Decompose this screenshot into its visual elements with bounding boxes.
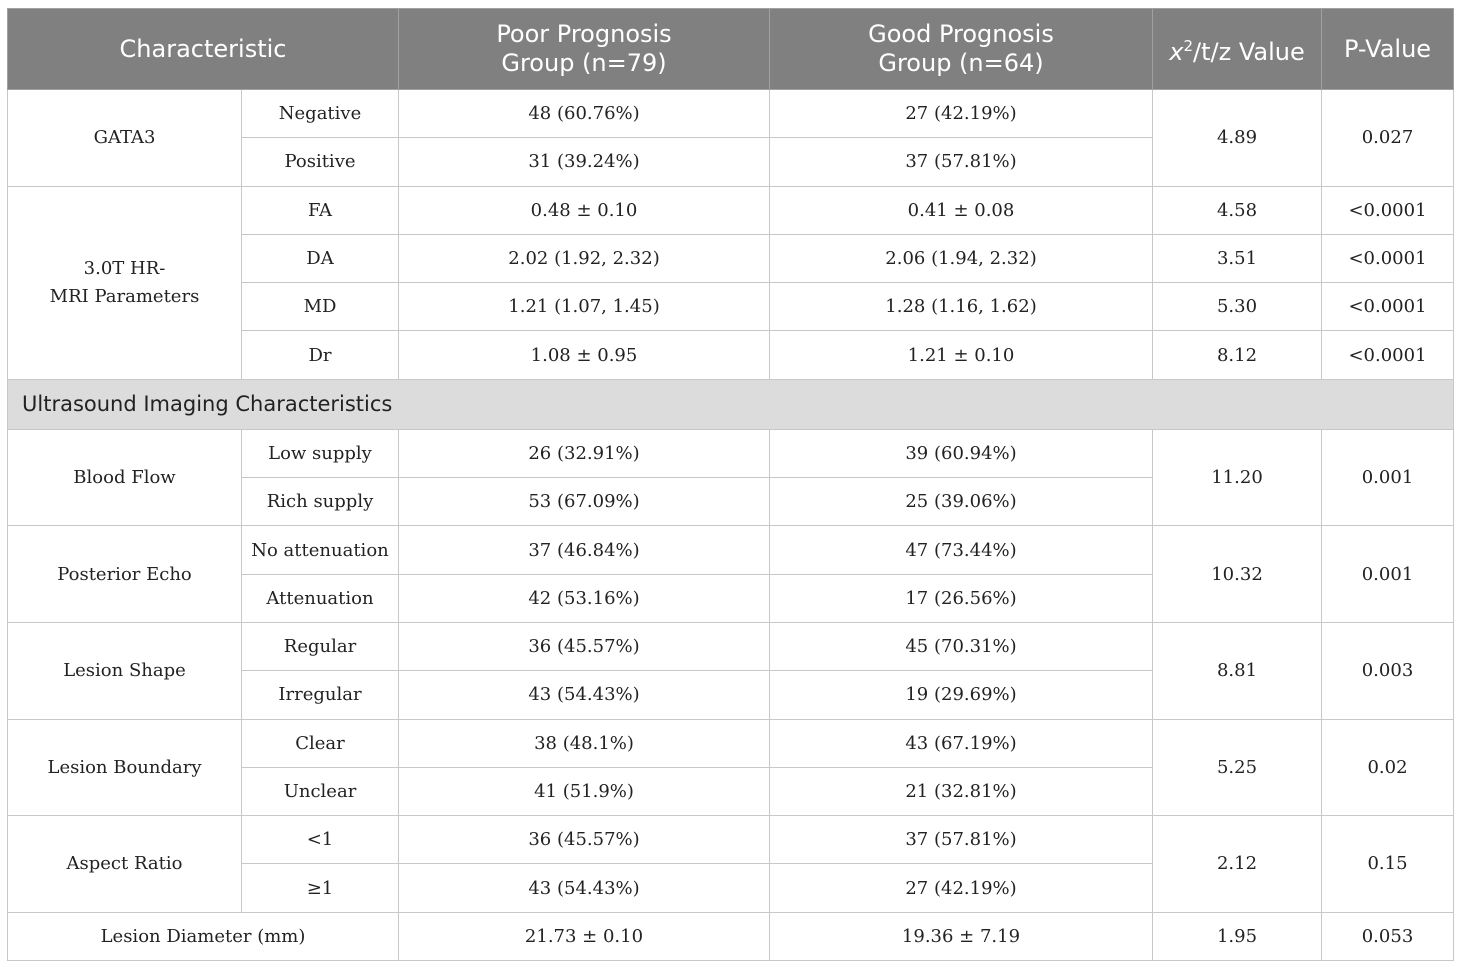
table-row — [8, 186, 1454, 234]
stat-value-cell: 10.32 — [1153, 526, 1322, 623]
poor-group-cell: 1.08 ± 0.95 — [399, 331, 770, 379]
good-group-cell: 2.06 (1.94, 2.32) — [770, 234, 1153, 282]
subcategory-cell: Rich supply — [242, 478, 399, 526]
stat-value-cell: 5.30 — [1153, 283, 1322, 331]
p-value-cell: <0.0001 — [1322, 186, 1454, 234]
poor-group-cell: 36 (45.57%) — [399, 816, 770, 864]
group-label-mri — [8, 186, 242, 379]
mri-label-line1: 3.0T HR- — [83, 257, 166, 279]
p-value-cell: <0.0001 — [1322, 331, 1454, 379]
header-good-prognosis — [770, 9, 1153, 90]
group-label-lesion-shape: Lesion Shape — [8, 622, 242, 719]
p-value-cell: 0.001 — [1322, 429, 1454, 526]
poor-group-cell: 31 (39.24%) — [399, 138, 770, 186]
stat-value-cell: 8.81 — [1153, 622, 1322, 719]
good-group-cell: 1.28 (1.16, 1.62) — [770, 283, 1153, 331]
stat-value-cell: 1.95 — [1153, 912, 1322, 960]
good-group-cell: 17 (26.56%) — [770, 574, 1153, 622]
subcategory-cell: Negative — [242, 90, 399, 138]
group-label-gata3: GATA3 — [8, 90, 242, 187]
poor-group-cell: 38 (48.1%) — [399, 719, 770, 767]
p-value-cell: <0.0001 — [1322, 234, 1454, 282]
p-value-cell: 0.02 — [1322, 719, 1454, 816]
table-row — [8, 719, 1454, 767]
p-value-cell: <0.0001 — [1322, 283, 1454, 331]
stat-value-cell: 4.58 — [1153, 186, 1322, 234]
stat-value-cell: 3.51 — [1153, 234, 1322, 282]
header-characteristic: Characteristic — [8, 9, 399, 90]
good-group-cell: 27 (42.19%) — [770, 864, 1153, 912]
subcategory-cell: Low supply — [242, 429, 399, 477]
header-poor-line2: Group (n=79) — [501, 49, 667, 77]
subcategory-cell: FA — [242, 186, 399, 234]
header-stat-sup: 2 — [1183, 36, 1194, 55]
p-value-cell: 0.027 — [1322, 90, 1454, 187]
good-group-cell: 27 (42.19%) — [770, 90, 1153, 138]
good-group-cell: 19 (29.69%) — [770, 671, 1153, 719]
header-good-line2: Group (n=64) — [878, 49, 1044, 77]
header-poor-line1: Poor Prognosis — [496, 20, 672, 48]
group-label-posterior-echo: Posterior Echo — [8, 526, 242, 623]
stat-value-cell: 11.20 — [1153, 429, 1322, 526]
subcategory-cell: <1 — [242, 816, 399, 864]
poor-group-cell: 0.48 ± 0.10 — [399, 186, 770, 234]
good-group-cell: 43 (67.19%) — [770, 719, 1153, 767]
results-table — [7, 8, 1454, 961]
stat-value-cell: 2.12 — [1153, 816, 1322, 913]
table-row — [8, 622, 1454, 670]
section-row — [8, 379, 1454, 429]
poor-group-cell: 43 (54.43%) — [399, 864, 770, 912]
good-group-cell: 39 (60.94%) — [770, 429, 1153, 477]
subcategory-cell: ≥1 — [242, 864, 399, 912]
table-row — [8, 912, 1454, 960]
good-group-cell: 1.21 ± 0.10 — [770, 331, 1153, 379]
good-group-cell: 19.36 ± 7.19 — [770, 912, 1153, 960]
header-row — [8, 9, 1454, 90]
header-statistic — [1153, 9, 1322, 90]
good-group-cell: 37 (57.81%) — [770, 138, 1153, 186]
subcategory-cell: Irregular — [242, 671, 399, 719]
header-stat-rest: /t/z Value — [1193, 37, 1305, 66]
good-group-cell: 25 (39.06%) — [770, 478, 1153, 526]
group-label-lesion-diameter: Lesion Diameter (mm) — [8, 912, 399, 960]
header-stat-base: x — [1169, 37, 1184, 66]
stat-value-cell: 5.25 — [1153, 719, 1322, 816]
p-value-cell: 0.001 — [1322, 526, 1454, 623]
p-value-cell: 0.003 — [1322, 622, 1454, 719]
header-good-line1: Good Prognosis — [868, 20, 1054, 48]
group-label-aspect-ratio: Aspect Ratio — [8, 816, 242, 913]
poor-group-cell: 1.21 (1.07, 1.45) — [399, 283, 770, 331]
subcategory-cell: Unclear — [242, 767, 399, 815]
good-group-cell: 45 (70.31%) — [770, 622, 1153, 670]
good-group-cell: 0.41 ± 0.08 — [770, 186, 1153, 234]
p-value-cell: 0.053 — [1322, 912, 1454, 960]
group-label-blood-flow: Blood Flow — [8, 429, 242, 526]
subcategory-cell: MD — [242, 283, 399, 331]
poor-group-cell: 43 (54.43%) — [399, 671, 770, 719]
poor-group-cell: 53 (67.09%) — [399, 478, 770, 526]
p-value-cell: 0.15 — [1322, 816, 1454, 913]
subcategory-cell: Attenuation — [242, 574, 399, 622]
good-group-cell: 47 (73.44%) — [770, 526, 1153, 574]
header-poor-prognosis — [399, 9, 770, 90]
good-group-cell: 37 (57.81%) — [770, 816, 1153, 864]
poor-group-cell: 2.02 (1.92, 2.32) — [399, 234, 770, 282]
header-pvalue: P-Value — [1322, 9, 1454, 90]
subcategory-cell: Regular — [242, 622, 399, 670]
subcategory-cell: Positive — [242, 138, 399, 186]
table-row — [8, 816, 1454, 864]
subcategory-cell: No attenuation — [242, 526, 399, 574]
poor-group-cell: 26 (32.91%) — [399, 429, 770, 477]
poor-group-cell: 21.73 ± 0.10 — [399, 912, 770, 960]
poor-group-cell: 37 (46.84%) — [399, 526, 770, 574]
subcategory-cell: Clear — [242, 719, 399, 767]
mri-label-line2: MRI Parameters — [49, 285, 200, 307]
poor-group-cell: 42 (53.16%) — [399, 574, 770, 622]
subcategory-cell: DA — [242, 234, 399, 282]
poor-group-cell: 48 (60.76%) — [399, 90, 770, 138]
poor-group-cell: 36 (45.57%) — [399, 622, 770, 670]
table-row — [8, 429, 1454, 477]
table-row — [8, 90, 1454, 138]
stat-value-cell: 4.89 — [1153, 90, 1322, 187]
stat-value-cell: 8.12 — [1153, 331, 1322, 379]
poor-group-cell: 41 (51.9%) — [399, 767, 770, 815]
group-label-lesion-boundary: Lesion Boundary — [8, 719, 242, 816]
good-group-cell: 21 (32.81%) — [770, 767, 1153, 815]
section-title: Ultrasound Imaging Characteristics — [8, 379, 1454, 429]
subcategory-cell: Dr — [242, 331, 399, 379]
table-row — [8, 526, 1454, 574]
